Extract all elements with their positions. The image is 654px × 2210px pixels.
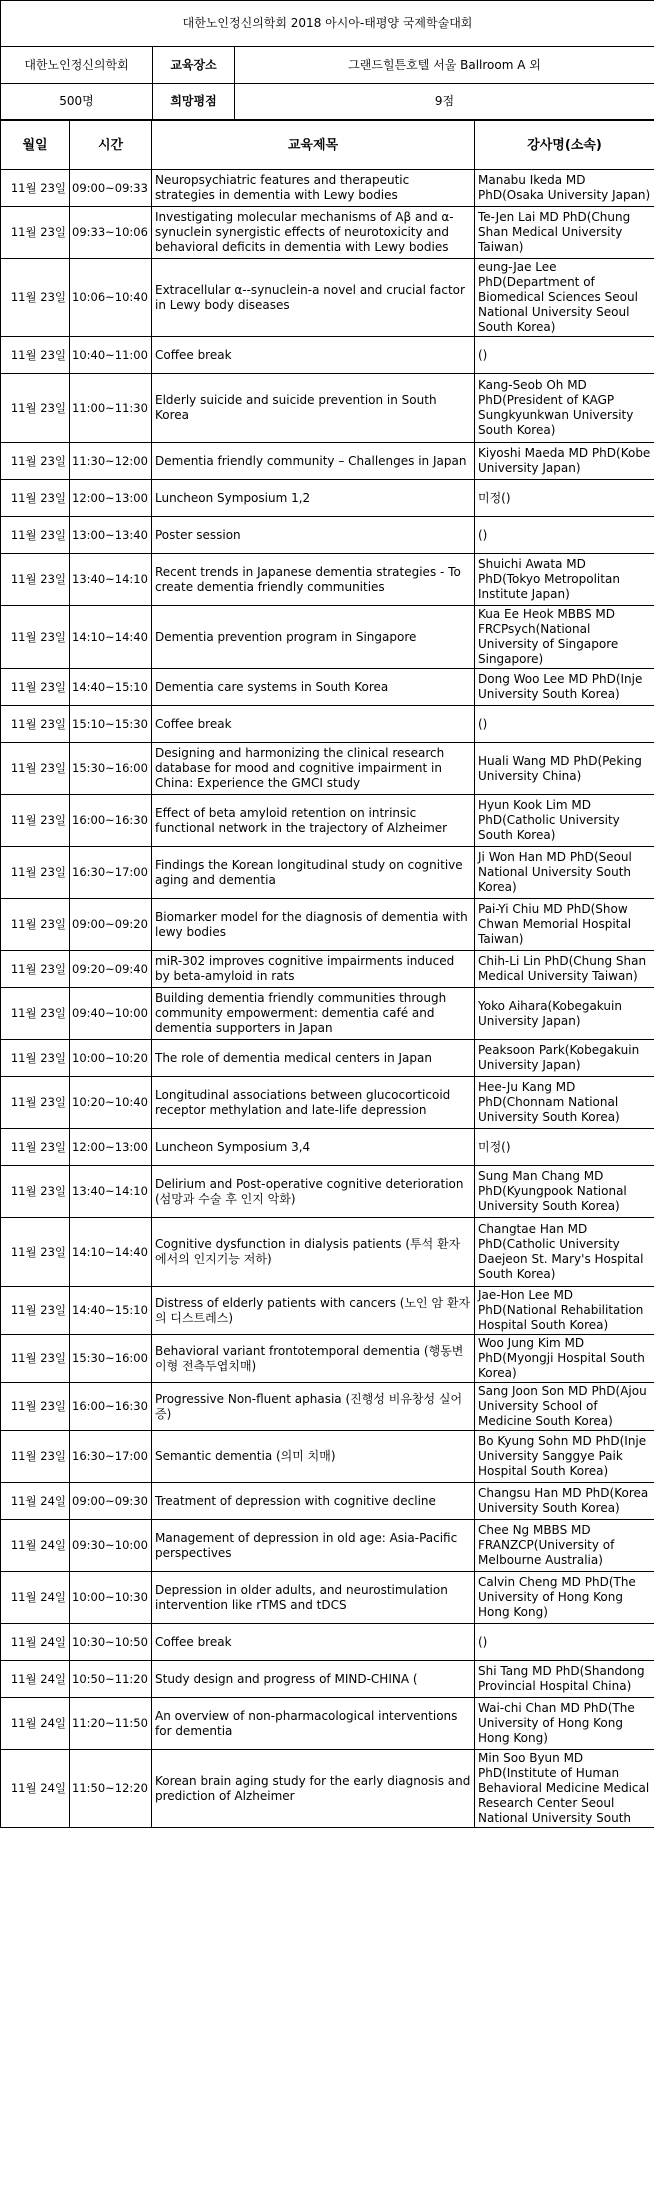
row-title: Progressive Non-fluent aphasia (진행성 비유창성 실어증) — [152, 1383, 475, 1431]
row-date: 11월 23일 — [1, 207, 70, 259]
row-time: 11:00~11:30 — [70, 374, 152, 443]
row-speaker: eung-Jae Lee PhD(Department of Biomedical Sciences Seoul National University Seoul South Korea) — [475, 259, 654, 337]
col-header-date: 월일 — [1, 121, 70, 170]
row-date: 11월 23일 — [1, 847, 70, 899]
table-row — [1, 480, 654, 517]
row-speaker: 미정() — [475, 1129, 654, 1166]
row-time: 11:20~11:50 — [70, 1698, 152, 1750]
course-info-table — [0, 0, 654, 120]
table-row — [1, 899, 654, 951]
row-speaker: Chih-Li Lin PhD(Chung Shan Medical University Taiwan) — [475, 951, 654, 988]
row-date: 11월 23일 — [1, 1040, 70, 1077]
row-title: Luncheon Symposium 1,2 — [152, 480, 475, 517]
col-header-speaker: 강사명(소속) — [475, 121, 654, 170]
row-date: 11월 23일 — [1, 1129, 70, 1166]
row-title: miR-302 improves cognitive impairments induced by beta-amyloid in rats — [152, 951, 475, 988]
row-time: 09:30~10:00 — [70, 1520, 152, 1572]
table-row — [1, 795, 654, 847]
schedule-table — [0, 120, 654, 1828]
table-row — [1, 1383, 654, 1431]
row-speaker: Woo Jung Kim MD PhD(Myongji Hospital South Korea) — [475, 1335, 654, 1383]
row-date: 11월 23일 — [1, 606, 70, 669]
table-row — [1, 606, 654, 669]
table-row — [1, 337, 654, 374]
row-speaker: Manabu Ikeda MD PhD(Osaka University Japan) — [475, 170, 654, 207]
row-date: 11월 23일 — [1, 259, 70, 337]
row-date: 11월 23일 — [1, 1218, 70, 1287]
row-date: 11월 23일 — [1, 443, 70, 480]
row-title: Cognitive dysfunction in dialysis patients (투석 환자에서의 인지기능 저하) — [152, 1218, 475, 1287]
row-date: 11월 23일 — [1, 951, 70, 988]
attendees: 500명 — [1, 84, 153, 120]
row-title: Distress of elderly patients with cancers (노인 암 환자의 디스트레스) — [152, 1287, 475, 1335]
table-row — [1, 1661, 654, 1698]
row-speaker: () — [475, 1624, 654, 1661]
row-title: Biomarker model for the diagnosis of dementia with lewy bodies — [152, 899, 475, 951]
row-time: 09:40~10:00 — [70, 988, 152, 1040]
row-speaker: 미정() — [475, 480, 654, 517]
row-speaker: Min Soo Byun MD PhD(Institute of Human Behavioral Medicine Medical Research Center Seoul National University South — [475, 1750, 654, 1828]
row-speaker: Shuichi Awata MD PhD(Tokyo Metropolitan Institute Japan) — [475, 554, 654, 606]
row-date: 11월 23일 — [1, 480, 70, 517]
row-date: 11월 24일 — [1, 1483, 70, 1520]
row-title: Treatment of depression with cognitive decline — [152, 1483, 475, 1520]
row-title: Behavioral variant frontotemporal dementia (행동변이형 전측두엽치매) — [152, 1335, 475, 1383]
row-speaker: Wai-chi Chan MD PhD(The University of Hong Kong Hong Kong) — [475, 1698, 654, 1750]
row-speaker: Hyun Kook Lim MD PhD(Catholic University South Korea) — [475, 795, 654, 847]
row-title: Dementia care systems in South Korea — [152, 669, 475, 706]
table-row — [1, 1698, 654, 1750]
row-title: Longitudinal associations between glucocorticoid receptor methylation and late-life depression — [152, 1077, 475, 1129]
organizer: 대한노인정신의학회 — [1, 47, 153, 84]
row-title: Recent trends in Japanese dementia strategies - To create dementia friendly communities — [152, 554, 475, 606]
row-title: Depression in older adults, and neurostimulation intervention like rTMS and tDCS — [152, 1572, 475, 1624]
table-row — [1, 706, 654, 743]
row-time: 10:30~10:50 — [70, 1624, 152, 1661]
row-date: 11월 23일 — [1, 706, 70, 743]
row-title: Designing and harmonizing the clinical research database for mood and cognitive impairment in China: Experience the GMCI study — [152, 743, 475, 795]
table-row — [1, 1218, 654, 1287]
row-date: 11월 24일 — [1, 1520, 70, 1572]
row-time: 14:10~14:40 — [70, 606, 152, 669]
row-date: 11월 23일 — [1, 988, 70, 1040]
table-row — [1, 1520, 654, 1572]
table-row — [1, 847, 654, 899]
table-row — [1, 988, 654, 1040]
row-time: 12:00~13:00 — [70, 480, 152, 517]
table-row — [1, 443, 654, 480]
row-time: 15:30~16:00 — [70, 1335, 152, 1383]
venue-label: 교육장소 — [153, 47, 235, 84]
row-title: Neuropsychiatric features and therapeutic strategies in dementia with Lewy bodies — [152, 170, 475, 207]
table-row — [1, 1287, 654, 1335]
row-time: 11:50~12:20 — [70, 1750, 152, 1828]
row-title: Poster session — [152, 517, 475, 554]
row-time: 10:00~10:20 — [70, 1040, 152, 1077]
row-title: Semantic dementia (의미 치매) — [152, 1431, 475, 1483]
row-title: Study design and progress of MIND-CHINA ( — [152, 1661, 475, 1698]
table-row — [1, 259, 654, 337]
row-date: 11월 23일 — [1, 374, 70, 443]
row-speaker: Yoko Aihara(Kobegakuin University Japan) — [475, 988, 654, 1040]
row-date: 11월 23일 — [1, 1431, 70, 1483]
row-time: 10:40~11:00 — [70, 337, 152, 374]
table-row — [1, 517, 654, 554]
row-title: Dementia friendly community – Challenges in Japan — [152, 443, 475, 480]
row-date: 11월 23일 — [1, 337, 70, 374]
row-title: Management of depression in old age: Asia-Pacific perspectives — [152, 1520, 475, 1572]
row-speaker: Pai-Yi Chiu MD PhD(Show Chwan Memorial Hospital Taiwan) — [475, 899, 654, 951]
row-title: Extracellular α--synuclein-a novel and crucial factor in Lewy body diseases — [152, 259, 475, 337]
row-speaker: Bo Kyung Sohn MD PhD(Inje University Sanggye Paik Hospital South Korea) — [475, 1431, 654, 1483]
table-row — [1, 554, 654, 606]
row-date: 11월 23일 — [1, 170, 70, 207]
table-row — [1, 1129, 654, 1166]
col-header-time: 시간 — [70, 121, 152, 170]
table-row — [1, 1624, 654, 1661]
row-title: Investigating molecular mechanisms of Aβ and α-synuclein synergistic effects of neurotoxicity and behavioral deficits in dementia with Lewy bodies — [152, 207, 475, 259]
row-speaker: Jae-Hon Lee MD PhD(National Rehabilitation Hospital South Korea) — [475, 1287, 654, 1335]
event-title: 대한노인정신의학회 2018 아시아-태평양 국제학술대회 — [1, 1, 654, 47]
row-time: 16:00~16:30 — [70, 1383, 152, 1431]
row-date: 11월 23일 — [1, 899, 70, 951]
row-speaker: Ji Won Han MD PhD(Seoul National University South Korea) — [475, 847, 654, 899]
row-time: 13:40~14:10 — [70, 1166, 152, 1218]
row-title: Effect of beta amyloid retention on intrinsic functional network in the trajectory of Alzheimer — [152, 795, 475, 847]
table-row — [1, 1483, 654, 1520]
row-title: Dementia prevention program in Singapore — [152, 606, 475, 669]
row-date: 11월 24일 — [1, 1624, 70, 1661]
table-row — [1, 170, 654, 207]
row-speaker: Te-Jen Lai MD PhD(Chung Shan Medical University Taiwan) — [475, 207, 654, 259]
row-title: Coffee break — [152, 706, 475, 743]
row-time: 16:30~17:00 — [70, 847, 152, 899]
table-row — [1, 951, 654, 988]
row-title: Coffee break — [152, 337, 475, 374]
rating: 9점 — [235, 84, 654, 120]
table-row — [1, 207, 654, 259]
row-title: The role of dementia medical centers in Japan — [152, 1040, 475, 1077]
row-time: 16:30~17:00 — [70, 1431, 152, 1483]
row-date: 11월 24일 — [1, 1661, 70, 1698]
row-date: 11월 23일 — [1, 1077, 70, 1129]
row-time: 14:40~15:10 — [70, 1287, 152, 1335]
row-speaker: Kua Ee Heok MBBS MD FRCPsych(National University of Singapore Singapore) — [475, 606, 654, 669]
row-speaker: Hee-Ju Kang MD PhD(Chonnam National University South Korea) — [475, 1077, 654, 1129]
row-date: 11월 23일 — [1, 1287, 70, 1335]
row-date: 11월 23일 — [1, 669, 70, 706]
table-row — [1, 669, 654, 706]
row-time: 09:00~09:20 — [70, 899, 152, 951]
row-speaker: Changtae Han MD PhD(Catholic University Daejeon St. Mary's Hospital South Korea) — [475, 1218, 654, 1287]
row-speaker: () — [475, 706, 654, 743]
row-date: 11월 23일 — [1, 743, 70, 795]
row-date: 11월 23일 — [1, 1383, 70, 1431]
row-speaker: Shi Tang MD PhD(Shandong Provincial Hospital China) — [475, 1661, 654, 1698]
row-speaker: Kiyoshi Maeda MD PhD(Kobe University Japan) — [475, 443, 654, 480]
row-date: 11월 23일 — [1, 554, 70, 606]
row-speaker: Changsu Han MD PhD(Korea University South Korea) — [475, 1483, 654, 1520]
row-title: An overview of non-pharmacological interventions for dementia — [152, 1698, 475, 1750]
row-speaker: Sang Joon Son MD PhD(Ajou University School of Medicine South Korea) — [475, 1383, 654, 1431]
row-time: 14:10~14:40 — [70, 1218, 152, 1287]
table-row — [1, 1040, 654, 1077]
table-row — [1, 1166, 654, 1218]
row-time: 09:20~09:40 — [70, 951, 152, 988]
row-speaker: () — [475, 517, 654, 554]
row-time: 10:00~10:30 — [70, 1572, 152, 1624]
col-header-title: 교육제목 — [152, 121, 475, 170]
row-speaker: () — [475, 337, 654, 374]
row-speaker: Sung Man Chang MD PhD(Kyungpook National University South Korea) — [475, 1166, 654, 1218]
table-row — [1, 1431, 654, 1483]
row-speaker: Huali Wang MD PhD(Peking University China) — [475, 743, 654, 795]
table-row — [1, 1335, 654, 1383]
row-time: 15:10~15:30 — [70, 706, 152, 743]
row-date: 11월 23일 — [1, 1166, 70, 1218]
row-date: 11월 23일 — [1, 795, 70, 847]
row-time: 15:30~16:00 — [70, 743, 152, 795]
row-time: 10:50~11:20 — [70, 1661, 152, 1698]
row-speaker: Dong Woo Lee MD PhD(Inje University South Korea) — [475, 669, 654, 706]
row-speaker: Kang-Seob Oh MD PhD(President of KAGP Sungkyunkwan University South Korea) — [475, 374, 654, 443]
row-date: 11월 24일 — [1, 1698, 70, 1750]
row-title: Building dementia friendly communities through community empowerment: dementia café and dementia supporters in Japan — [152, 988, 475, 1040]
venue: 그랜드힐튼호텔 서울 Ballroom A 외 — [235, 47, 654, 84]
table-row — [1, 374, 654, 443]
row-title: Korean brain aging study for the early diagnosis and prediction of Alzheimer — [152, 1750, 475, 1828]
row-time: 16:00~16:30 — [70, 795, 152, 847]
row-speaker: Chee Ng MBBS MD FRANZCP(University of Melbourne Australia) — [475, 1520, 654, 1572]
row-time: 11:30~12:00 — [70, 443, 152, 480]
row-date: 11월 24일 — [1, 1750, 70, 1828]
row-time: 09:33~10:06 — [70, 207, 152, 259]
row-date: 11월 24일 — [1, 1572, 70, 1624]
row-time: 13:00~13:40 — [70, 517, 152, 554]
row-title: Luncheon Symposium 3,4 — [152, 1129, 475, 1166]
row-time: 10:06~10:40 — [70, 259, 152, 337]
row-date: 11월 23일 — [1, 1335, 70, 1383]
row-time: 12:00~13:00 — [70, 1129, 152, 1166]
row-speaker: Calvin Cheng MD PhD(The University of Hong Kong Hong Kong) — [475, 1572, 654, 1624]
table-row — [1, 1077, 654, 1129]
row-time: 09:00~09:30 — [70, 1483, 152, 1520]
row-date: 11월 23일 — [1, 517, 70, 554]
row-title: Delirium and Post-operative cognitive deterioration (섬망과 수술 후 인지 악화) — [152, 1166, 475, 1218]
table-row — [1, 1750, 654, 1828]
row-time: 10:20~10:40 — [70, 1077, 152, 1129]
table-row — [1, 1572, 654, 1624]
rating-label: 희망평점 — [153, 84, 235, 120]
row-title: Coffee break — [152, 1624, 475, 1661]
row-time: 14:40~15:10 — [70, 669, 152, 706]
row-time: 13:40~14:10 — [70, 554, 152, 606]
row-time: 09:00~09:33 — [70, 170, 152, 207]
row-speaker: Peaksoon Park(Kobegakuin University Japan) — [475, 1040, 654, 1077]
table-row — [1, 743, 654, 795]
row-title: Findings the Korean longitudinal study on cognitive aging and dementia — [152, 847, 475, 899]
row-title: Elderly suicide and suicide prevention in South Korea — [152, 374, 475, 443]
